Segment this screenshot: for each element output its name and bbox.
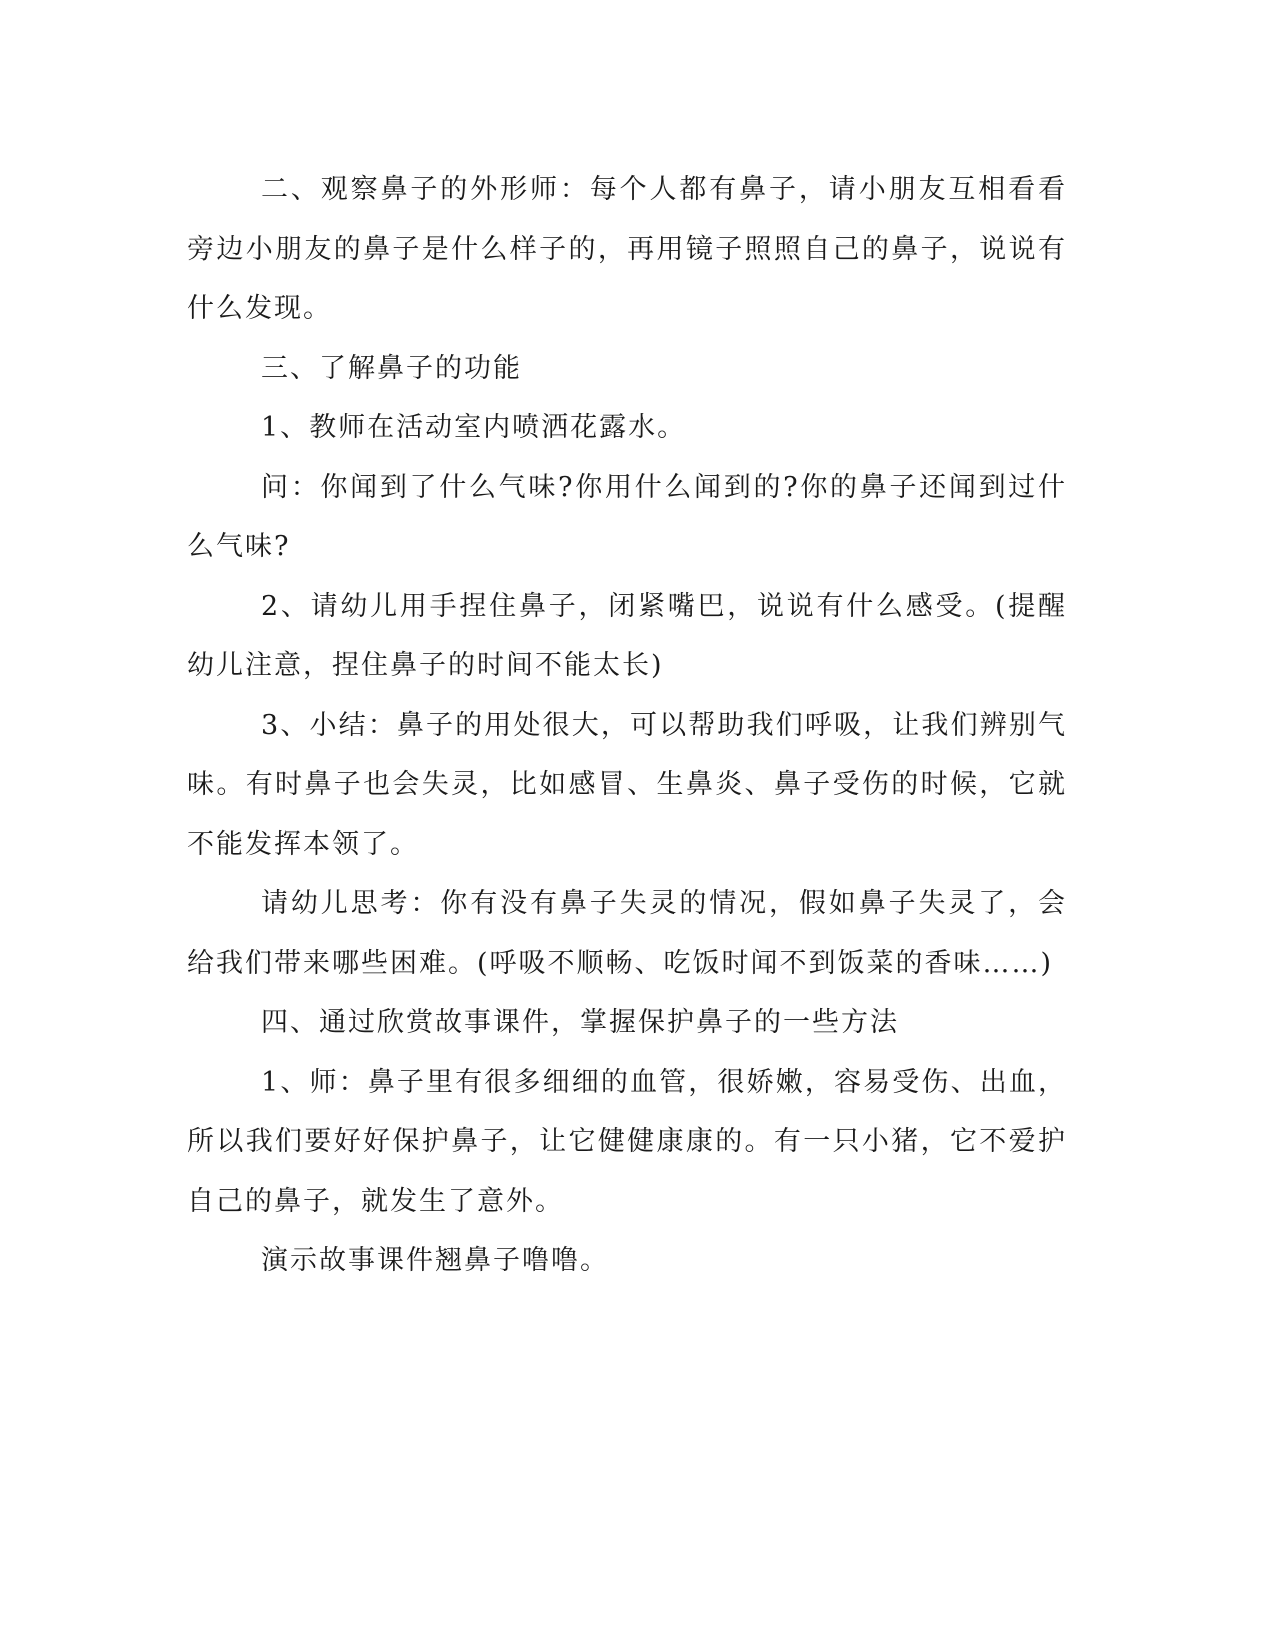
paragraph-spray-perfume: 1、教师在活动室内喷洒花露水。 — [261, 412, 687, 443]
document-body — [187, 160, 1067, 1291]
section-heading-nose-function: 三、了解鼻子的功能 — [261, 352, 522, 384]
paragraph-think-question: 请幼儿思考：你有没有鼻子失灵的情况，假如鼻子失灵了，会给我们带来哪些困难。(呼吸不顺畅、吃饭时闻不到饭菜的香味……) — [187, 888, 1067, 979]
paragraph-pinch-nose: 2、请幼儿用手捏住鼻子，闭紧嘴巴，说说有什么感受。(提醒幼儿注意，捏住鼻子的时间不能太长) — [187, 590, 1067, 681]
paragraph-demo-story: 演示故事课件翘鼻子噜噜。 — [261, 1245, 609, 1276]
paragraph-summary: 3、小结：鼻子的用处很大，可以帮助我们呼吸，让我们辨别气味。有时鼻子也会失灵，比如感冒、生鼻炎、鼻子受伤的时候，它就不能发挥本领了。 — [187, 709, 1067, 860]
paragraph-teacher-story: 1、师：鼻子里有很多细细的血管，很娇嫩，容易受伤、出血，所以我们要好好保护鼻子，让它健健康康的。有一只小猪，它不爱护自己的鼻子，就发生了意外。 — [187, 1066, 1067, 1217]
paragraph-question-smell: 问：你闻到了什么气味?你用什么闻到的?你的鼻子还闻到过什么气味? — [187, 471, 1067, 562]
paragraph-observe-nose-shape: 二、观察鼻子的外形师：每个人都有鼻子，请小朋友互相看看旁边小朋友的鼻子是什么样子的，再用镜子照照自己的鼻子，说说有什么发现。 — [187, 174, 1067, 324]
section-heading-protect-nose: 四、通过欣赏故事课件，掌握保护鼻子的一些方法 — [261, 1007, 899, 1038]
